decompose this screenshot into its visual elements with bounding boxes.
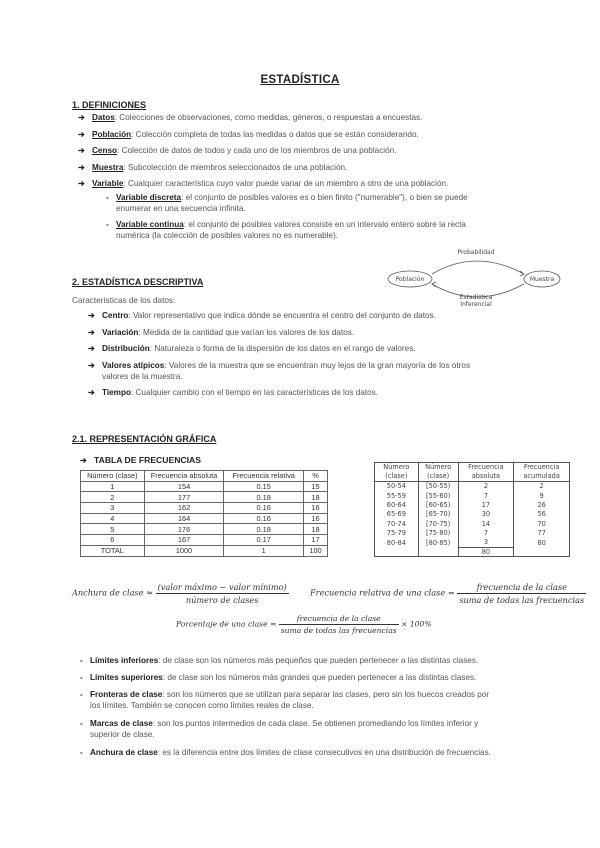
table-cell: 80 bbox=[514, 538, 570, 547]
sub-text-cont: enumerar en una secuencia infinita. bbox=[116, 204, 246, 213]
sub-text: : el conjunto de posibles valores consiste en un intervalo entero sobre la recta bbox=[183, 220, 466, 229]
table-cell: 17 bbox=[458, 500, 514, 509]
characteristic-item bbox=[88, 343, 470, 360]
diagram-label-muestra: Muestra bbox=[529, 276, 555, 283]
sub-text-cont: numérica (la colección de posibles valores no es numerable). bbox=[116, 231, 339, 240]
table-cell: 2 bbox=[514, 482, 570, 491]
characteristic-text: : Valores de la muestra que se encuentran muy lejos de la gran mayoría de los otros bbox=[164, 360, 471, 370]
table-cell: 4 bbox=[81, 513, 145, 524]
table-cell: 0.18 bbox=[224, 524, 304, 535]
table-cell: 16 bbox=[304, 513, 328, 524]
arrow-right-icon: ➔ bbox=[88, 360, 95, 370]
table-cell: 154 bbox=[144, 481, 224, 492]
arrow-right-icon: ➔ bbox=[78, 146, 85, 155]
table-cell: 6 bbox=[81, 535, 145, 546]
column-header: Frecuencia relativa bbox=[224, 471, 304, 482]
limit-term: Anchura de clase bbox=[90, 748, 158, 757]
table-cell: [55-60) bbox=[418, 491, 458, 500]
table-row bbox=[375, 528, 570, 537]
arrow-right-icon: ➔ bbox=[80, 456, 87, 465]
limit-text-cont: los límites. También se conocen como límites reales de clase. bbox=[90, 701, 314, 710]
characteristic-term: Tiempo bbox=[102, 388, 131, 397]
limit-item: - Fronteras de clase: son los números que se utilizan para separar las clases, pero sin los huecos creados por bbox=[80, 690, 490, 699]
column-header: Frecuencia absoluta bbox=[144, 471, 224, 482]
arrow-right-icon: ➔ bbox=[78, 129, 85, 139]
table-cell bbox=[514, 547, 570, 556]
table-cell: 70-74 bbox=[375, 519, 419, 528]
table-header-row bbox=[81, 471, 328, 482]
denominator: número de clases bbox=[185, 595, 259, 605]
table-row bbox=[81, 503, 328, 514]
section-intro: Características de los datos: bbox=[72, 296, 176, 305]
column-header: Número (clase) bbox=[81, 471, 145, 482]
formula-porcentaje bbox=[176, 614, 432, 635]
arrow-head-icon bbox=[520, 271, 524, 276]
characteristics-list bbox=[88, 310, 470, 398]
definition-text: : Colecciones de observaciones, como medidas, géneros, o respuestas a encuestas. bbox=[114, 113, 423, 122]
table-cell: 55-59 bbox=[375, 491, 419, 500]
denominator: suma de todas las frecuencias bbox=[459, 595, 585, 605]
characteristic-term: Valores atípicos bbox=[102, 360, 165, 370]
cumulative-frequency-table bbox=[374, 462, 570, 557]
column-header: Número (clase) bbox=[418, 463, 458, 482]
table-cell: 30 bbox=[458, 510, 514, 519]
limit-text-cont: superior de clase. bbox=[90, 730, 155, 739]
formula-lhs: Porcentaje de una clase = bbox=[176, 619, 277, 629]
table-row bbox=[375, 491, 570, 500]
limit-term: Fronteras de clase bbox=[90, 690, 163, 699]
characteristic-item bbox=[88, 327, 470, 344]
fraction bbox=[457, 582, 586, 605]
characteristic-text: : Medida de la cantidad que varían los valores de los datos. bbox=[138, 327, 355, 337]
table-cell: 80 bbox=[458, 547, 514, 556]
arrow-right-icon: ➔ bbox=[88, 327, 95, 337]
limit-term: Límites inferiores bbox=[90, 656, 159, 665]
definition-item bbox=[78, 162, 448, 179]
table-cell: 167 bbox=[144, 535, 224, 546]
diagram-label-poblacion: Población bbox=[395, 276, 425, 283]
frequency-table bbox=[80, 470, 328, 557]
definition-term: Datos bbox=[92, 113, 115, 122]
table-cell: 1000 bbox=[144, 545, 224, 556]
table-cell: 9 bbox=[514, 491, 570, 500]
fraction bbox=[279, 614, 399, 635]
characteristic-text: : Cualquier cambio con el tiempo en las características de los datos. bbox=[130, 388, 379, 397]
table-cell: 0.15 bbox=[224, 481, 304, 492]
table-cell: [50-55) bbox=[418, 482, 458, 491]
table-cell: 80-84 bbox=[375, 538, 419, 547]
table-header-row bbox=[375, 463, 570, 482]
characteristic-item bbox=[88, 360, 470, 371]
table-cell bbox=[375, 547, 419, 556]
table-cell: 15 bbox=[304, 481, 328, 492]
table-total-row bbox=[375, 547, 570, 556]
table-cell: 16 bbox=[304, 503, 328, 514]
characteristic-text: : Valor representativo que indica dónde se encuentra el centro del conjunto de datos. bbox=[128, 311, 436, 320]
variable-sublist bbox=[106, 192, 468, 241]
characteristic-item bbox=[88, 387, 470, 398]
table-cell: 164 bbox=[144, 513, 224, 524]
sub-item: - Variable continua: el conjunto de posibles valores consiste en un intervalo entero sobre la recta bbox=[106, 220, 466, 229]
table-cell: [60-65) bbox=[418, 500, 458, 509]
limit-text: : de clase son los números más pequeños que pueden pertenecer a las distintas clases. bbox=[158, 656, 479, 665]
table-cell: 2 bbox=[81, 492, 145, 503]
table-cell: 0.17 bbox=[224, 535, 304, 546]
table-cell: 177 bbox=[144, 492, 224, 503]
table-cell: 56 bbox=[514, 510, 570, 519]
table-cell: 7 bbox=[458, 491, 514, 500]
definition-term: Muestra bbox=[92, 162, 124, 172]
formula-lhs: Anchura de clase ≈ bbox=[72, 587, 153, 598]
table-cell: 5 bbox=[81, 524, 145, 535]
section-heading-descriptiva: 2. ESTADÍSTICA DESCRIPTIVA bbox=[72, 277, 204, 287]
table-cell: 100 bbox=[304, 545, 328, 556]
table-cell: 162 bbox=[144, 503, 224, 514]
table-cell: 70 bbox=[514, 519, 570, 528]
limit-item: - Límites superiores: de clase son los números más grandes que pueden pertenecer a las distintas clases. bbox=[80, 673, 477, 682]
definition-item bbox=[78, 129, 448, 146]
table-row bbox=[81, 524, 328, 535]
definition-item bbox=[78, 145, 448, 162]
definitions-list bbox=[78, 112, 448, 191]
column-header: % bbox=[304, 471, 328, 482]
section-heading-grafica: 2.1. REPRESENTACIÓN GRÁFICA bbox=[72, 434, 217, 444]
table-cell: 0.18 bbox=[224, 492, 304, 503]
table-cell: 75-79 bbox=[375, 528, 419, 537]
table-row bbox=[375, 500, 570, 509]
table-cell: TOTAL bbox=[81, 545, 145, 556]
denominator: suma de todas las frecuencias bbox=[280, 626, 397, 635]
definition-text: : Colección completa de todas las medidas o datos que se están considerando. bbox=[131, 129, 419, 139]
characteristic-text: : Naturaleza o forma de la dispersión de los datos en el rango de valores. bbox=[149, 344, 416, 353]
table-row bbox=[375, 538, 570, 547]
table-cell: 77 bbox=[514, 528, 570, 537]
sub-term: Variable discreta bbox=[116, 193, 182, 202]
limit-text: : de clase son los números más grandes que pueden pertenecer a las distintas clases. bbox=[162, 673, 477, 682]
table-row bbox=[81, 535, 328, 546]
diagram-label-estadistica: Estadística bbox=[459, 294, 493, 301]
table-total-row bbox=[81, 545, 328, 556]
limit-text: : son los números que se utilizan para separar las clases, pero sin los huecos creados por bbox=[162, 690, 490, 699]
limit-item: - Anchura de clase: es la diferencia entre dos límites de clase consecutivos en una distribución de frecuencias. bbox=[80, 748, 491, 757]
subheading-text: TABLA DE FRECUENCIAS bbox=[94, 455, 201, 465]
table-cell: 2 bbox=[458, 482, 514, 491]
section-heading-definiciones: 1. DEFINICIONES bbox=[72, 100, 147, 110]
formula-anchura bbox=[72, 582, 289, 605]
class-limits-list bbox=[80, 655, 491, 758]
sub-term: Variable continua bbox=[116, 220, 184, 229]
table-row bbox=[375, 519, 570, 528]
column-header: Frecuencia absoluta bbox=[458, 463, 514, 482]
limit-term: Límites superiores bbox=[90, 673, 163, 682]
page-title: ESTADÍSTICA bbox=[260, 74, 340, 86]
table-cell: [80-85) bbox=[418, 538, 458, 547]
table-cell: 17 bbox=[304, 535, 328, 546]
table-cell: [75-80) bbox=[418, 528, 458, 537]
table-cell: 7 bbox=[458, 528, 514, 537]
table-cell: 60-64 bbox=[375, 500, 419, 509]
probabilidad-arc bbox=[432, 261, 524, 274]
table-cell: 0.16 bbox=[224, 513, 304, 524]
table-cell: 14 bbox=[458, 519, 514, 528]
table-cell: 26 bbox=[514, 500, 570, 509]
definition-text: : Subcolección de miembros seleccionados de una población. bbox=[123, 162, 348, 172]
characteristic-term: Distribución bbox=[102, 344, 150, 353]
arrow-right-icon: ➔ bbox=[78, 113, 85, 122]
arrow-right-icon: ➔ bbox=[78, 179, 85, 188]
column-header: Número (clase) bbox=[375, 463, 419, 482]
table-cell: 1 bbox=[81, 481, 145, 492]
table-row bbox=[81, 492, 328, 503]
arrow-right-icon: ➔ bbox=[78, 162, 85, 172]
definition-term: Variable bbox=[92, 179, 124, 188]
definition-term: Censo bbox=[92, 146, 118, 155]
column-header: Frecuencia acumulada bbox=[514, 463, 570, 482]
table-cell: 50-54 bbox=[375, 482, 419, 491]
limit-item: - Marcas de clase: son los puntos intermedios de cada clase. Se obtienen promediando los límites inferior y bbox=[80, 719, 479, 728]
population-sample-diagram bbox=[386, 244, 562, 308]
limit-text: : es la diferencia entre dos límites de clase consecutivos en una distribución de frecuencias. bbox=[157, 748, 491, 757]
table-row bbox=[81, 513, 328, 524]
limit-text: : son los puntos intermedios de cada clase. Se obtienen promediando los límites inferior y bbox=[152, 719, 479, 728]
table-cell: 18 bbox=[304, 492, 328, 503]
sub-text: : el conjunto de posibles valores es o bien finito ("numerable"), o bien se puede bbox=[181, 193, 468, 202]
numerator: frecuencia de la clase bbox=[279, 614, 399, 625]
characteristic-term: Variación bbox=[102, 327, 139, 337]
sub-item: - Variable discreta: el conjunto de posibles valores es o bien finito ("numerable"), o bien se puede bbox=[106, 193, 468, 202]
table-cell: 0.16 bbox=[224, 503, 304, 514]
characteristic-text-cont: valores de la muestra. bbox=[102, 371, 183, 381]
fraction bbox=[156, 582, 289, 605]
numerator: frecuencia de la clase bbox=[457, 582, 586, 594]
arrow-head-icon bbox=[432, 282, 436, 287]
characteristic-term: Centro bbox=[102, 311, 129, 320]
table-cell bbox=[418, 547, 458, 556]
arrow-right-icon: ➔ bbox=[88, 388, 95, 397]
table-cell: 65-69 bbox=[375, 510, 419, 519]
definition-item bbox=[78, 178, 448, 191]
subheading-tabla bbox=[80, 455, 201, 466]
diagram-label-probabilidad: Probabilidad bbox=[457, 249, 495, 256]
table-cell: 3 bbox=[458, 538, 514, 547]
characteristic-item bbox=[88, 310, 470, 327]
table-cell: [65-70) bbox=[418, 510, 458, 519]
table-row bbox=[375, 482, 570, 491]
table-row bbox=[375, 510, 570, 519]
definition-text: : Cualquier característica cuyo valor puede variar de un miembro a otro de una población. bbox=[123, 179, 449, 188]
formula-lhs: Frecuencia relativa de una clase = bbox=[310, 587, 455, 598]
numerator: (valor máximo − valor mínimo) bbox=[157, 582, 287, 592]
definition-item bbox=[78, 112, 448, 129]
diagram-label-inferencial: Inferencial bbox=[460, 301, 492, 308]
arrow-right-icon: ➔ bbox=[88, 311, 95, 320]
formula-rhs: × 100% bbox=[401, 619, 432, 629]
table-cell: 176 bbox=[144, 524, 224, 535]
table-cell: 3 bbox=[81, 503, 145, 514]
definition-term: Población bbox=[92, 129, 132, 139]
limit-item: - Límites inferiores: de clase son los números más pequeños que pueden pertenecer a las distintas clases. bbox=[80, 656, 479, 665]
limit-term: Marcas de clase bbox=[90, 719, 153, 728]
definition-text: : Colección de datos de todos y cada uno de los miembros de una población. bbox=[117, 146, 397, 155]
table-cell: 18 bbox=[304, 524, 328, 535]
arrow-right-icon: ➔ bbox=[88, 344, 95, 353]
table-row bbox=[81, 481, 328, 492]
table-cell: 1 bbox=[224, 545, 304, 556]
formula-frecuencia-relativa bbox=[310, 582, 586, 605]
table-cell: [70-75) bbox=[418, 519, 458, 528]
